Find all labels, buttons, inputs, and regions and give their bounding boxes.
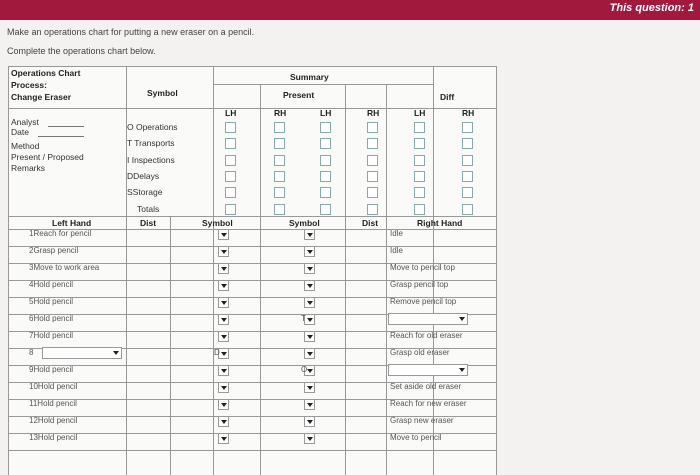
lh-symbol-dropdown[interactable] xyxy=(218,246,229,257)
lh-symbol-dropdown[interactable] xyxy=(218,365,229,376)
rh-symbol-mark: O xyxy=(301,365,308,374)
process-label: Process: xyxy=(11,80,47,90)
rh-symbol-dropdown[interactable] xyxy=(304,229,315,240)
lh-symbol-dropdown[interactable] xyxy=(218,229,229,240)
left-hand-header: Left Hand xyxy=(52,218,92,228)
summary-box[interactable] xyxy=(462,171,473,182)
summary-box[interactable] xyxy=(274,187,285,198)
legend-transports: T Transports xyxy=(127,138,175,148)
present-rh-header: RH xyxy=(274,108,287,118)
summary-box[interactable] xyxy=(274,204,285,215)
right-hand-step: Reach for old eraser xyxy=(390,331,463,340)
summary-box[interactable] xyxy=(367,122,378,133)
left-hand-step: 4Hold pencil xyxy=(29,280,74,289)
right-hand-step: Idle xyxy=(390,229,403,238)
rh-header: RH xyxy=(367,108,380,118)
rh-symbol-mark: T xyxy=(301,314,306,323)
right-hand-step: Idle xyxy=(390,246,403,255)
right-hand-step-dropdown[interactable] xyxy=(388,313,468,325)
summary-box[interactable] xyxy=(320,204,331,215)
left-hand-step: 10Hold pencil xyxy=(29,382,78,391)
analyst-label: Analyst xyxy=(11,117,39,127)
summary-box[interactable] xyxy=(414,171,425,182)
summary-box[interactable] xyxy=(367,204,378,215)
summary-box[interactable] xyxy=(414,155,425,166)
legend-delays: DDelays xyxy=(127,171,160,181)
legend-storage: SStorage xyxy=(127,187,163,197)
lh-symbol-header: Symbol xyxy=(202,218,233,228)
rh-symbol-header: Symbol xyxy=(289,218,320,228)
lh-header: LH xyxy=(225,108,237,118)
left-hand-step: 13Hold pencil xyxy=(29,433,78,442)
left-hand-step: 8 xyxy=(29,348,34,357)
summary-box[interactable] xyxy=(367,138,378,149)
summary-box[interactable] xyxy=(462,155,473,166)
summary-box[interactable] xyxy=(320,155,331,166)
summary-box[interactable] xyxy=(225,171,236,182)
summary-box[interactable] xyxy=(414,122,425,133)
symbol-header: Symbol xyxy=(147,88,178,98)
summary-box[interactable] xyxy=(414,138,425,149)
summary-box[interactable] xyxy=(462,204,473,215)
right-hand-step: Remove pencil top xyxy=(390,297,457,306)
left-hand-step: 7Hold pencil xyxy=(29,331,74,340)
date-field[interactable] xyxy=(38,136,84,137)
lh-symbol-dropdown[interactable] xyxy=(218,331,229,342)
change-eraser-label: Change Eraser xyxy=(11,92,71,102)
summary-box[interactable] xyxy=(462,138,473,149)
dist-header: Dist xyxy=(362,218,379,228)
legend-totals: Totals xyxy=(137,204,160,214)
lh-symbol-dropdown[interactable] xyxy=(218,416,229,427)
summary-header: Summary xyxy=(290,72,329,82)
lh-symbol-dropdown[interactable] xyxy=(218,263,229,274)
lh-symbol-dropdown[interactable] xyxy=(218,433,229,444)
instruction-2: Complete the operations chart below. xyxy=(7,46,156,56)
rh-symbol-dropdown[interactable] xyxy=(304,263,315,274)
summary-box[interactable] xyxy=(225,204,236,215)
summary-box[interactable] xyxy=(367,187,378,198)
lh-symbol-dropdown[interactable] xyxy=(218,382,229,393)
right-hand-step-dropdown[interactable] xyxy=(388,364,468,376)
right-hand-step: Grasp old eraser xyxy=(390,348,450,357)
analyst-field[interactable] xyxy=(48,126,84,127)
summary-box[interactable] xyxy=(274,171,285,182)
rh-symbol-dropdown[interactable] xyxy=(304,331,315,342)
present-header: Present xyxy=(283,90,315,100)
legend-inspections: I Inspections xyxy=(127,155,175,165)
left-hand-step: 3Move to work area xyxy=(29,263,100,272)
summary-box[interactable] xyxy=(462,187,473,198)
left-hand-step: 2Grasp pencil xyxy=(29,246,79,255)
left-hand-step: 9Hold pencil xyxy=(29,365,74,374)
summary-box[interactable] xyxy=(462,122,473,133)
summary-box[interactable] xyxy=(225,155,236,166)
present-proposed-label: Present / Proposed xyxy=(11,152,84,162)
summary-box[interactable] xyxy=(274,122,285,133)
lh-symbol-dropdown[interactable] xyxy=(218,297,229,308)
right-hand-step: Move to pencil xyxy=(390,433,442,442)
summary-box[interactable] xyxy=(320,138,331,149)
rh-symbol-dropdown[interactable] xyxy=(304,399,315,410)
present-lh-header: LH xyxy=(320,108,332,118)
right-hand-step: Reach for new eraser xyxy=(390,399,467,408)
rh-symbol-dropdown[interactable] xyxy=(304,433,315,444)
rh-symbol-dropdown[interactable] xyxy=(304,382,315,393)
date-label: Date xyxy=(11,127,29,137)
lh-symbol-dropdown[interactable] xyxy=(218,399,229,410)
right-hand-step: Move to pencil top xyxy=(390,263,455,272)
chart-title: Operations Chart xyxy=(11,68,81,78)
summary-box[interactable] xyxy=(367,155,378,166)
summary-box[interactable] xyxy=(414,187,425,198)
summary-box[interactable] xyxy=(225,122,236,133)
rh-symbol-dropdown[interactable] xyxy=(304,416,315,427)
summary-box[interactable] xyxy=(320,171,331,182)
legend-dist: Dist xyxy=(140,218,157,228)
rh-symbol-dropdown[interactable] xyxy=(304,297,315,308)
summary-box[interactable] xyxy=(225,138,236,149)
rh-symbol-dropdown[interactable] xyxy=(304,246,315,257)
summary-box[interactable] xyxy=(274,138,285,149)
rh-symbol-dropdown[interactable] xyxy=(304,280,315,291)
right-hand-header: Right Hand xyxy=(417,218,463,228)
diff-rh-header: RH xyxy=(462,108,475,118)
rh-symbol-dropdown[interactable] xyxy=(304,348,315,359)
lh-symbol-dropdown[interactable] xyxy=(218,280,229,291)
left-hand-step: 5Hold pencil xyxy=(29,297,74,306)
left-hand-step: 12Hold pencil xyxy=(29,416,78,425)
summary-box[interactable] xyxy=(225,187,236,198)
summary-box[interactable] xyxy=(320,187,331,198)
remarks-label: Remarks xyxy=(11,163,46,173)
summary-box[interactable] xyxy=(320,122,331,133)
method-label: Method xyxy=(11,141,40,151)
summary-box[interactable] xyxy=(274,155,285,166)
left-hand-step-dropdown[interactable] xyxy=(42,347,122,359)
question-banner xyxy=(0,0,700,20)
question-label: This question: 1 xyxy=(609,2,694,14)
lh-symbol-dropdown[interactable] xyxy=(218,314,229,325)
legend-operations: O Operations xyxy=(127,122,178,132)
right-hand-step: Set aside old eraser xyxy=(390,382,462,391)
summary-box[interactable] xyxy=(367,171,378,182)
diff-lh-header: LH xyxy=(414,108,426,118)
diff-header: Diff xyxy=(440,92,455,102)
instruction-1: Make an operations chart for putting a new eraser on a pencil. xyxy=(7,27,255,37)
summary-box[interactable] xyxy=(414,204,425,215)
left-hand-step: 11Hold pencil xyxy=(29,399,77,408)
lh-symbol-mark: D xyxy=(214,348,220,357)
left-hand-step: 1Reach for pencil xyxy=(29,229,92,238)
right-hand-step: Grasp pencil top xyxy=(390,280,449,289)
right-hand-step: Grasp new eraser xyxy=(390,416,454,425)
left-hand-step: 6Hold pencil xyxy=(29,314,74,323)
